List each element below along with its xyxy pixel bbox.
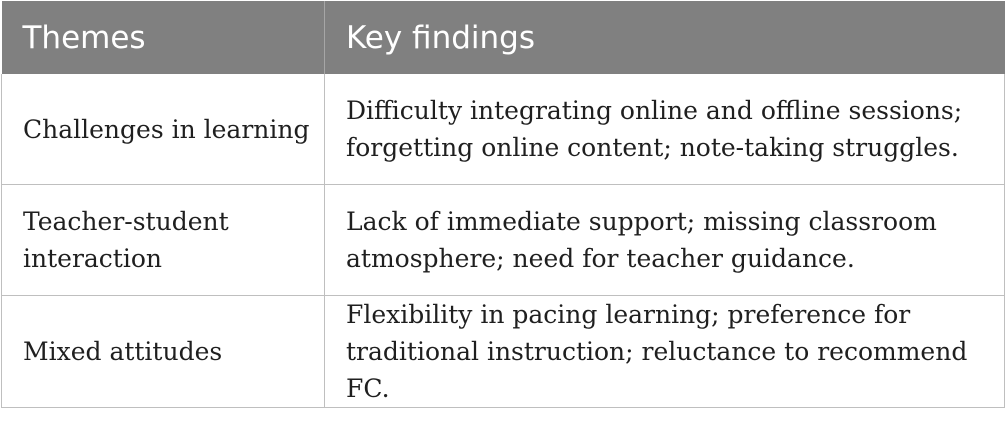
table-header bbox=[2, 1, 1005, 74]
header-key-findings: Key findings bbox=[325, 1, 1005, 74]
table-body bbox=[2, 74, 1005, 408]
header-row bbox=[2, 1, 1005, 74]
table-row bbox=[2, 74, 1005, 185]
header-themes: Themes bbox=[2, 1, 325, 74]
findings-cell: Flexibility in pacing learning; preference for traditional instruction; reluctance to recommend FC. bbox=[325, 296, 1005, 408]
themes-findings-table bbox=[1, 1, 1005, 408]
theme-cell: Teacher-student interaction bbox=[2, 185, 325, 296]
theme-cell: Challenges in learning bbox=[2, 74, 325, 185]
findings-cell: Lack of immediate support; missing classroom atmosphere; need for teacher guidance. bbox=[325, 185, 1005, 296]
findings-cell: Difficulty integrating online and offline sessions; forgetting online content; note-taking struggles. bbox=[325, 74, 1005, 185]
table-row bbox=[2, 296, 1005, 408]
theme-cell: Mixed attitudes bbox=[2, 296, 325, 408]
table-row bbox=[2, 185, 1005, 296]
